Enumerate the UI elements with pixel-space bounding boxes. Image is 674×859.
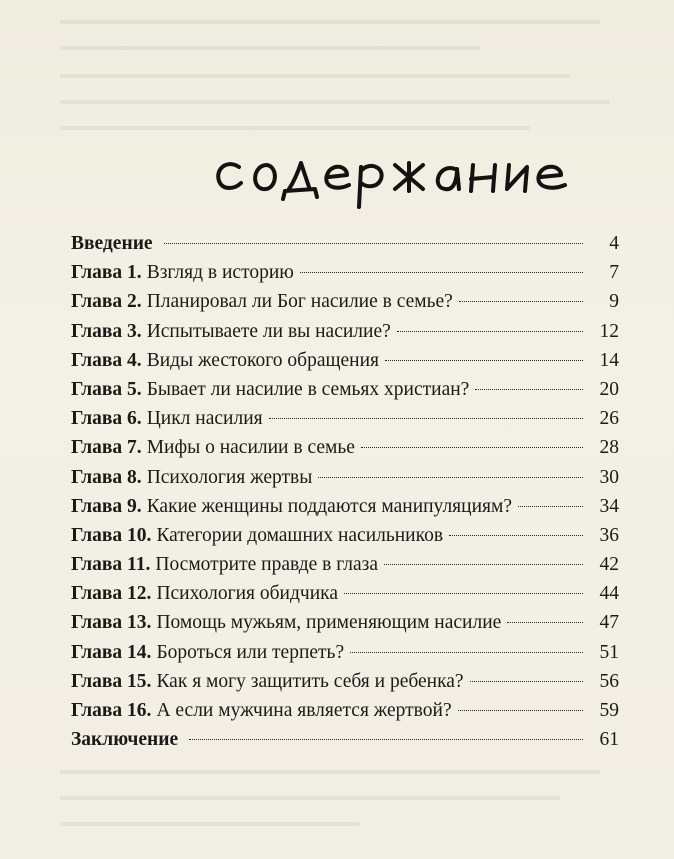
dot-leader: [449, 535, 583, 536]
toc-entry-chapter-9: [71, 492, 619, 521]
dot-leader: [344, 593, 583, 594]
toc-entry-title: Взгляд в историю: [146, 262, 294, 284]
dot-leader: [189, 739, 583, 740]
toc-entry-title: Какие женщины поддаются манипуляциям?: [146, 495, 512, 517]
toc-entry-title: Психология обидчика: [156, 583, 338, 605]
toc-entry-page: 28: [599, 437, 619, 459]
dot-leader: [164, 243, 583, 244]
toc-entry-chapter-7: [71, 433, 619, 462]
toc-entry-chapter-3: [71, 317, 619, 346]
dot-leader: [397, 331, 583, 332]
toc-entry-label: Глава 7.: [71, 437, 142, 459]
bleed-through-line: [60, 74, 570, 78]
toc-entry-title: Планировал ли Бог насилие в семье?: [146, 291, 453, 313]
toc-entry-chapter-11: [71, 550, 619, 579]
toc-entry-label: Глава 3.: [71, 320, 142, 342]
toc-entry-chapter-12: [71, 579, 619, 608]
bleed-through-line: [60, 46, 480, 50]
toc-entry-label: Глава 6.: [71, 408, 142, 430]
bleed-through-line: [60, 796, 560, 800]
toc-entry-title: А если мужчина является жертвой?: [156, 700, 452, 721]
toc-entry-page: 4: [609, 233, 619, 254]
toc-entry-title: Посмотрите правде в глаза: [155, 554, 379, 576]
dot-leader: [385, 360, 583, 361]
bleed-through-line: [60, 770, 600, 774]
toc-entry-chapter-6: [71, 404, 619, 433]
toc-entry-title: Испытываете ли вы насилие?: [146, 320, 391, 342]
toc-entry-page: 30: [599, 466, 619, 488]
dot-leader: [384, 564, 583, 565]
toc-entry-label: Глава 4.: [71, 349, 142, 371]
dot-leader: [300, 272, 583, 273]
toc-entry-page: 20: [599, 378, 619, 400]
toc-entry-chapter-1: [71, 258, 619, 287]
toc-entry-label: Глава 13.: [71, 612, 152, 634]
toc-entry-label: Глава 12.: [71, 583, 152, 605]
toc-entry-page: 34: [599, 495, 619, 517]
toc-entry-chapter-15: [71, 667, 619, 696]
toc-entry-page: 44: [599, 583, 619, 605]
dot-leader: [459, 301, 583, 302]
toc-entry-title: Бывает ли насилие в семьях христиан?: [146, 378, 470, 400]
toc-entry-chapter-5: [71, 375, 619, 404]
toc-entry-page: 51: [599, 641, 619, 663]
toc-entry-page: 9: [609, 291, 619, 313]
toc-entry-page: 59: [599, 700, 619, 721]
toc-entry-chapter-4: [71, 346, 619, 375]
toc-entry-label: Заключение: [71, 729, 179, 751]
toc-entry-title: Помощь мужьям, применяющим насилие: [156, 612, 502, 634]
toc-entry-label: Глава 5.: [71, 378, 142, 400]
page-title: [205, 125, 605, 215]
toc-entry-title: Категории домашних насильников: [156, 524, 444, 546]
toc-entry-chapter-13: [71, 608, 619, 637]
toc-entry-introduction: [71, 229, 619, 258]
dot-leader: [475, 389, 583, 390]
toc-entry-conclusion: [71, 725, 619, 754]
bleed-through-line: [60, 822, 360, 826]
toc-entry-chapter-14: [71, 638, 619, 667]
toc-entry-chapter-8: [71, 463, 619, 492]
toc-entry-chapter-2: [71, 287, 619, 316]
toc-entry-page: 56: [599, 670, 619, 692]
toc-entry-label: Глава 16.: [71, 700, 152, 721]
toc-entry-page: 47: [599, 612, 619, 634]
dot-leader: [518, 506, 583, 507]
toc-entry-page: 36: [599, 524, 619, 546]
toc-entry-page: 7: [609, 262, 619, 284]
toc-entry-label: Глава 15.: [71, 670, 152, 692]
dot-leader: [350, 652, 583, 653]
toc-entry-title: Виды жестокого обращения: [146, 349, 380, 371]
dot-leader: [458, 710, 583, 711]
dot-leader: [361, 447, 583, 448]
handwritten-title-lettering: [205, 125, 605, 215]
dot-leader: [470, 681, 583, 682]
toc-entry-chapter-16: [71, 696, 619, 725]
bleed-through-line: [60, 20, 600, 24]
toc-entry-label: Глава 9.: [71, 495, 142, 517]
toc-entry-title: Психология жертвы: [146, 466, 313, 488]
toc-entry-label: Глава 8.: [71, 466, 142, 488]
toc-entry-label: Глава 11.: [71, 554, 151, 576]
toc-entry-label: Глава 10.: [71, 524, 152, 546]
toc-entry-title: Бороться или терпеть?: [156, 641, 345, 663]
toc-entry-label: Глава 2.: [71, 291, 142, 313]
toc-entry-chapter-10: [71, 521, 619, 550]
toc-entry-page: 61: [599, 729, 619, 751]
table-of-contents: [71, 229, 619, 754]
toc-entry-label: Введение: [71, 233, 153, 254]
toc-entry-title: Мифы о насилии в семье: [146, 437, 355, 459]
toc-entry-title: Как я могу защитить себя и ребенка?: [156, 670, 464, 692]
toc-entry-page: 14: [599, 349, 619, 371]
dot-leader: [269, 418, 583, 419]
bleed-through-line: [60, 100, 610, 104]
toc-entry-label: Глава 14.: [71, 641, 152, 663]
toc-entry-label: Глава 1.: [71, 262, 142, 284]
toc-entry-page: 42: [599, 554, 619, 576]
toc-entry-title: Цикл насилия: [146, 408, 263, 430]
dot-leader: [318, 477, 583, 478]
toc-entry-page: 26: [599, 408, 619, 430]
dot-leader: [507, 622, 583, 623]
toc-entry-page: 12: [599, 320, 619, 342]
